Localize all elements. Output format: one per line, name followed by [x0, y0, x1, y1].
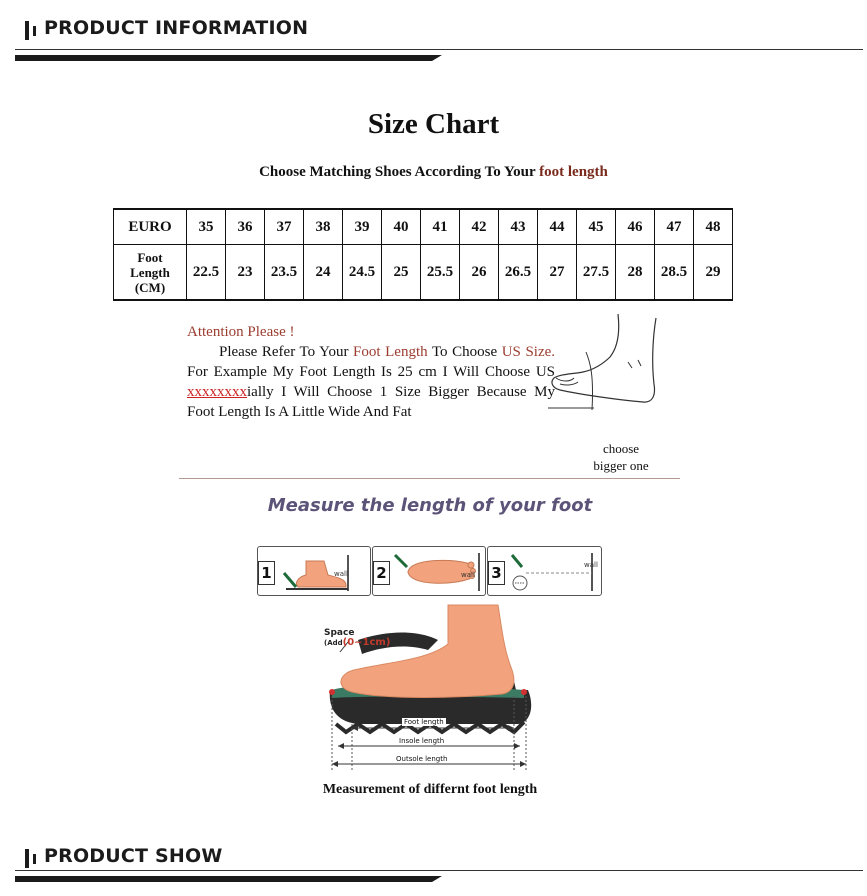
- euro-size-cell: 43: [499, 209, 538, 245]
- foot-length-cell: 24: [304, 245, 343, 301]
- size-chart-title: Size Chart: [367, 108, 500, 140]
- header-rule: [15, 49, 863, 50]
- foot-side-icon: [276, 553, 368, 593]
- section-divider: [179, 478, 680, 479]
- foot-length-cell: 25: [382, 245, 421, 301]
- size-chart-subtitle: [0, 164, 867, 181]
- size-table: [113, 208, 733, 301]
- euro-size-cell: 48: [694, 209, 733, 245]
- foot-length-cell: 28: [616, 245, 655, 301]
- measure-caption: Measurement of differnt foot length: [322, 782, 538, 797]
- foot-length-cell: 26: [460, 245, 499, 301]
- section-title: PRODUCT SHOW: [44, 845, 223, 867]
- space-title: Space: [324, 628, 355, 638]
- euro-size-cell: 45: [577, 209, 616, 245]
- measure-step-3: [487, 546, 602, 596]
- notice-text: To Choose: [431, 344, 498, 360]
- euro-size-cell: 47: [655, 209, 694, 245]
- foot-length-cell: 23: [226, 245, 265, 301]
- section-header-product-information: [0, 14, 867, 60]
- notice-body: [187, 342, 555, 422]
- row-label-euro: EURO: [114, 209, 187, 245]
- wall-label: wall: [584, 561, 598, 569]
- euro-size-cell: 36: [226, 209, 265, 245]
- euro-size-cell: 39: [343, 209, 382, 245]
- insole-length-label: Insole length: [399, 737, 445, 745]
- choose-bigger-note: [590, 440, 652, 474]
- notice-text: ially I Will Choose 1 Size Bigger Because My Foot Length Is A Little Wide And Fat: [187, 384, 555, 420]
- choose-line: choose: [602, 441, 640, 456]
- foot-length-label: Foot length: [404, 718, 444, 726]
- header-rule: [15, 870, 863, 871]
- row-label-foot-length: [114, 245, 187, 301]
- wall-label: wall: [334, 570, 348, 578]
- measure-title: Measure the length of your foot: [267, 495, 593, 516]
- label-line: Foot: [137, 249, 163, 265]
- foot-length-cell: 27.5: [577, 245, 616, 301]
- table-row-foot-length: [114, 245, 733, 301]
- notice-redacted: xxxxxxxx: [187, 384, 247, 400]
- notice-highlight: US Size.: [501, 344, 556, 360]
- header-thick-rule: [15, 55, 432, 61]
- outsole-length-label: Outsole length: [396, 755, 448, 763]
- step-number: 3: [488, 561, 505, 585]
- ruler-icon: [506, 551, 598, 593]
- section-title: PRODUCT INFORMATION: [44, 17, 309, 39]
- header-thick-rule: [15, 876, 432, 882]
- euro-size-cell: 40: [382, 209, 421, 245]
- header-mark-small: [33, 26, 36, 36]
- space-range: (0~1cm): [342, 637, 391, 648]
- subtitle-text: Choose Matching Shoes According To Your: [259, 164, 536, 180]
- foot-length-cell: 28.5: [655, 245, 694, 301]
- attention-heading: Attention Please !: [187, 324, 295, 340]
- space-add: [324, 638, 390, 648]
- wall-label: wall: [461, 571, 475, 579]
- foot-length-cell: 25.5: [421, 245, 460, 301]
- header-mark: [25, 21, 29, 40]
- euro-size-cell: 46: [616, 209, 655, 245]
- table-row-euro: [114, 209, 733, 245]
- euro-size-cell: 37: [265, 209, 304, 245]
- notice-highlight: Foot Length: [353, 344, 428, 360]
- choose-line: bigger one: [593, 458, 649, 473]
- measure-step-2: [372, 546, 486, 596]
- euro-size-cell: 41: [421, 209, 460, 245]
- label-line: Length: [130, 264, 170, 280]
- subtitle-highlight: foot length: [539, 164, 608, 180]
- header-mark-small: [33, 854, 36, 864]
- foot-length-cell: 27: [538, 245, 577, 301]
- foot-length-cell: 26.5: [499, 245, 538, 301]
- header-rule-tip: [432, 876, 442, 882]
- foot-length-cell: 24.5: [343, 245, 382, 301]
- section-header-product-show: [0, 842, 867, 888]
- foot-sketch-icon: [548, 312, 663, 422]
- space-label: [324, 628, 390, 648]
- euro-size-cell: 44: [538, 209, 577, 245]
- step-number: 2: [373, 561, 390, 585]
- foot-length-cell: 29: [694, 245, 733, 301]
- foot-in-shoe-diagram: [318, 600, 548, 780]
- foot-length-cell: 23.5: [265, 245, 304, 301]
- euro-size-cell: 38: [304, 209, 343, 245]
- euro-size-cell: 35: [187, 209, 226, 245]
- step-number: 1: [258, 561, 275, 585]
- notice-text: For Example My Foot Length Is 25 cm I Will Choose US: [187, 364, 555, 380]
- header-mark: [25, 849, 29, 868]
- space-add-text: (Add: [324, 639, 343, 647]
- foot-length-cell: 22.5: [187, 245, 226, 301]
- euro-size-cell: 42: [460, 209, 499, 245]
- label-line: (CM): [134, 279, 166, 295]
- notice-text: Please Refer To Your: [219, 344, 349, 360]
- measure-step-1: [257, 546, 371, 596]
- header-rule-tip: [432, 55, 442, 61]
- size-notice: [187, 322, 555, 422]
